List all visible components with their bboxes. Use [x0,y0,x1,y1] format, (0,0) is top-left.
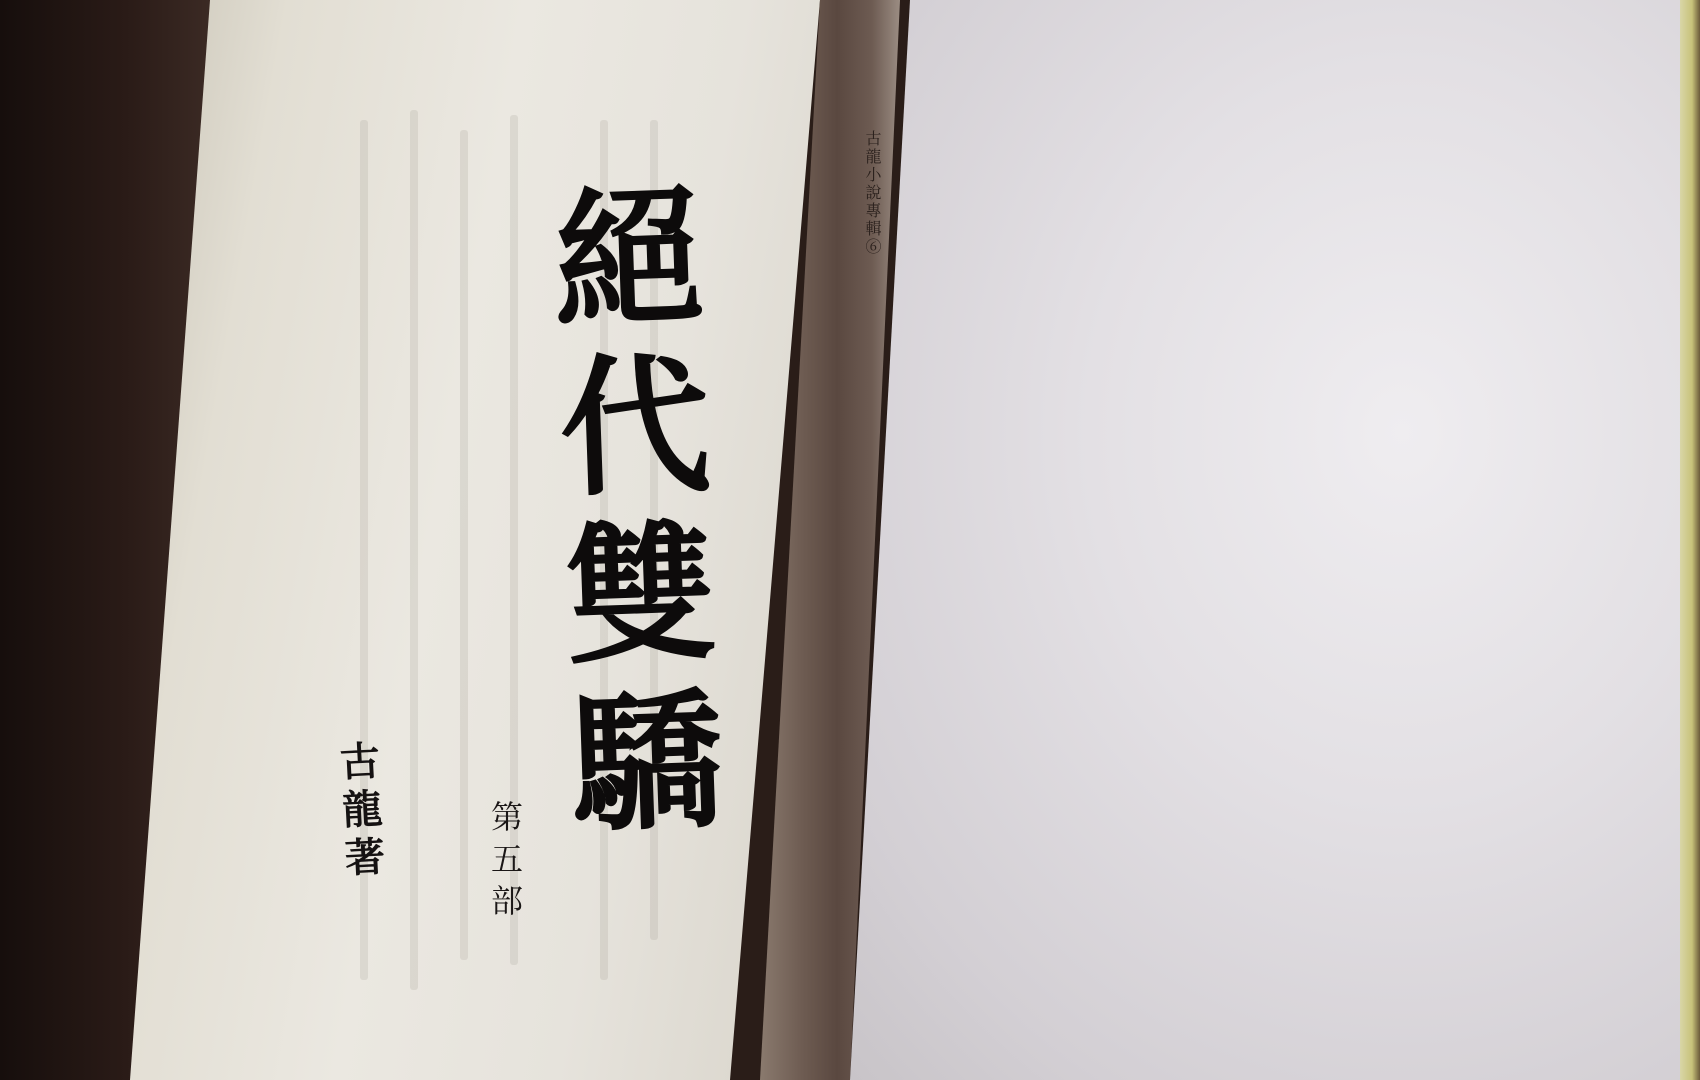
bleed-through-line [410,110,418,990]
right-page-edge [1680,0,1700,1080]
blank-right-page [850,0,1700,1080]
book-title: 絕代雙驕 [525,176,725,855]
author-signature: 古龍著 [332,739,387,886]
volume-label: 第五部 [486,800,524,926]
bleed-through-line [460,130,468,960]
title-page [130,0,820,1080]
series-header: 古龍小說專輯⑥ [863,130,882,256]
